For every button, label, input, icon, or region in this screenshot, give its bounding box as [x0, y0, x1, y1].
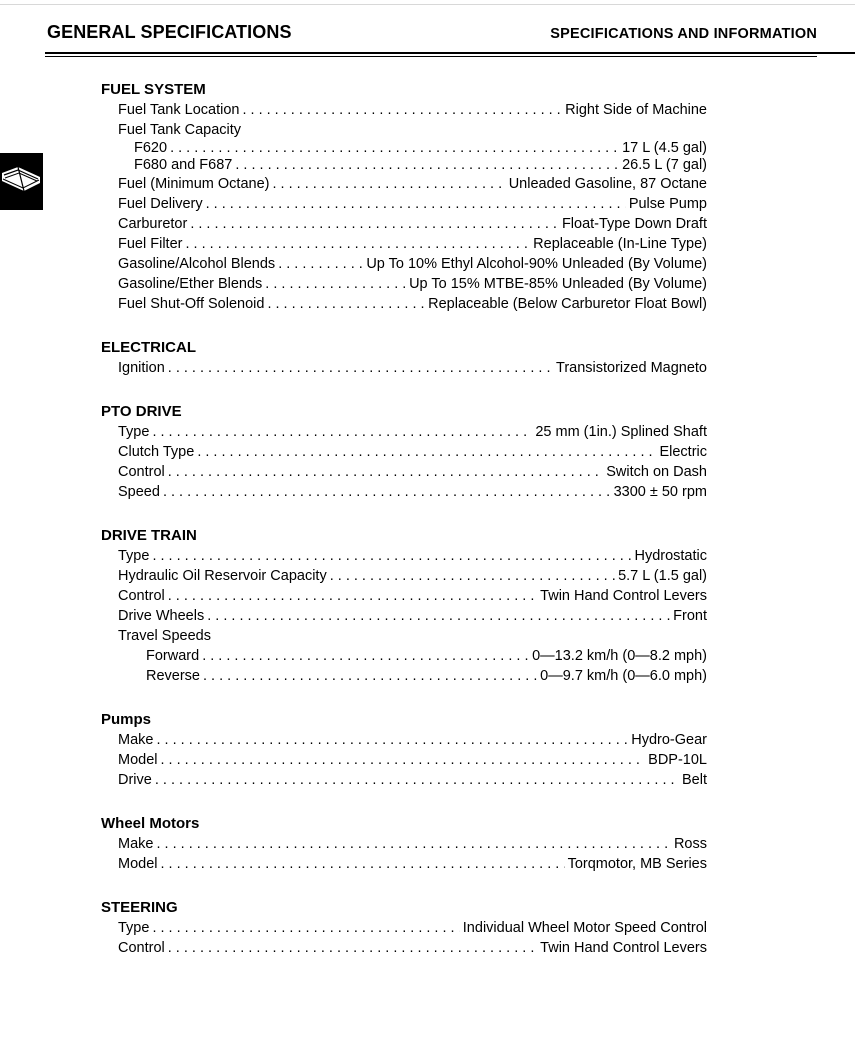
electrical-section	[101, 338, 707, 378]
spec-row	[101, 358, 707, 378]
spec-label: Gasoline/Ether Blends	[118, 276, 263, 292]
spec-label: Model	[118, 752, 158, 768]
spec-label: F680 and F687	[134, 157, 233, 173]
spec-value: Replaceable (Below Carburetor Float Bowl)	[428, 296, 707, 312]
pto-drive-section	[101, 402, 707, 502]
spec-value: Twin Hand Control Levers	[540, 588, 707, 604]
header-rule	[45, 52, 855, 54]
leader-dots	[168, 358, 553, 378]
spec-row	[101, 214, 707, 234]
section-title: Pumps	[101, 711, 152, 728]
spec-row	[101, 854, 707, 874]
leader-dots	[152, 918, 459, 938]
leader-dots	[161, 750, 646, 770]
book-icon	[0, 153, 43, 210]
leader-dots	[330, 566, 615, 586]
section-title: DRIVE TRAIN	[101, 527, 197, 544]
leader-dots	[168, 586, 537, 606]
spec-value: Up To 10% Ethyl Alcohol-90% Unleaded (By Volume)	[366, 256, 707, 272]
leader-dots	[168, 938, 537, 958]
section-tab	[0, 153, 43, 210]
leader-dots	[235, 157, 619, 174]
spec-label: Drive Wheels	[118, 608, 205, 624]
spec-value: 5.7 L (1.5 gal)	[618, 568, 707, 584]
spec-row	[101, 646, 707, 666]
section-title: PTO DRIVE	[101, 403, 182, 420]
spec-value: BDP-10L	[648, 752, 707, 768]
spec-label: Carburetor	[118, 216, 188, 232]
section-title: STEERING	[101, 899, 178, 916]
spec-row	[101, 174, 707, 194]
spec-value: 25 mm (1in.) Splined Shaft	[535, 424, 707, 440]
spec-value: Electric	[659, 444, 707, 460]
spec-label: Gasoline/Alcohol Blends	[118, 256, 276, 272]
spec-value: Replaceable (In-Line Type)	[533, 236, 707, 252]
spec-value: 26.5 L (7 gal)	[622, 157, 707, 173]
leader-dots	[161, 854, 565, 874]
spec-row	[101, 586, 707, 606]
spec-value: Hydro-Gear	[631, 732, 707, 748]
spec-value: Up To 15% MTBE-85% Unleaded (By Volume)	[409, 276, 707, 292]
spec-value: Right Side of Machine	[565, 102, 707, 118]
spec-row	[101, 422, 707, 442]
spec-label: Hydraulic Oil Reservoir Capacity	[118, 568, 327, 584]
spec-label: Control	[118, 588, 165, 604]
spec-label: Fuel Delivery	[118, 196, 203, 212]
spec-value: 3300 ± 50 rpm	[613, 484, 707, 500]
spec-row	[101, 442, 707, 462]
spec-label: F620	[134, 140, 168, 156]
leader-dots	[242, 100, 562, 120]
spec-value: Float-Type Down Draft	[561, 216, 707, 232]
spec-row	[101, 462, 707, 482]
spec-label: Make	[118, 836, 154, 852]
spec-row	[101, 254, 707, 274]
spec-row	[101, 938, 707, 958]
spec-label: Type	[118, 424, 150, 440]
spec-value: Torqmotor, MB Series	[567, 856, 707, 872]
spec-row	[101, 666, 707, 686]
spec-row	[101, 834, 707, 854]
spec-label: Ignition	[118, 360, 165, 376]
leader-dots	[170, 140, 619, 157]
leader-dots	[203, 666, 537, 686]
page-header	[47, 22, 817, 46]
spec-label: Type	[118, 548, 150, 564]
spec-row	[101, 274, 707, 294]
spec-label: Drive	[118, 772, 152, 788]
leader-dots	[155, 770, 679, 790]
spec-value: 0—13.2 km/h (0—8.2 mph)	[532, 648, 707, 664]
spec-label: Fuel (Minimum Octane)	[118, 176, 270, 192]
spec-value: Switch on Dash	[606, 464, 707, 480]
leader-dots	[278, 254, 363, 274]
spec-row	[101, 194, 707, 214]
leader-dots	[197, 442, 656, 462]
section-title: FUEL SYSTEM	[101, 81, 206, 98]
spec-row	[101, 546, 707, 566]
spec-value: 17 L (4.5 gal)	[622, 140, 707, 156]
spec-subheading: Fuel Tank Capacity	[118, 122, 242, 138]
spec-row	[101, 140, 707, 157]
spec-row	[101, 750, 707, 770]
section-title: Wheel Motors	[101, 815, 200, 832]
top-border	[0, 4, 855, 5]
spec-value: Ross	[673, 836, 707, 852]
spec-label: Model	[118, 856, 158, 872]
spec-label: Fuel Tank Location	[118, 102, 240, 118]
leader-dots	[152, 422, 532, 442]
spec-value: 0—9.7 km/h (0—6.0 mph)	[540, 668, 707, 684]
chapter-title: SPECIFICATIONS AND INFORMATION	[550, 26, 817, 42]
spec-value: Transistorized Magneto	[556, 360, 707, 376]
spec-subheading: Travel Speeds	[118, 628, 211, 644]
spec-value: Front	[673, 608, 707, 624]
spec-value: Twin Hand Control Levers	[540, 940, 707, 956]
spec-label: Fuel Filter	[118, 236, 183, 252]
spec-label: Type	[118, 920, 150, 936]
steering-section	[101, 898, 707, 958]
leader-dots	[272, 174, 505, 194]
leader-dots	[152, 546, 631, 566]
spec-value: Unleaded Gasoline, 87 Octane	[508, 176, 707, 192]
leader-dots	[156, 834, 670, 854]
leader-dots	[190, 214, 559, 234]
spec-label: Make	[118, 732, 154, 748]
spec-label: Control	[118, 940, 165, 956]
spec-value: Pulse Pump	[628, 196, 707, 212]
spec-label: Reverse	[146, 668, 200, 684]
spec-value: Individual Wheel Motor Speed Control	[462, 920, 707, 936]
spec-row	[101, 606, 707, 626]
leader-dots	[168, 462, 604, 482]
spec-value: Hydrostatic	[634, 548, 707, 564]
wheel-motors-section	[101, 814, 707, 874]
spec-value: Belt	[682, 772, 707, 788]
spec-label: Speed	[118, 484, 160, 500]
section-title: ELECTRICAL	[101, 339, 196, 356]
fuel-system-section	[101, 80, 707, 314]
leader-dots	[267, 294, 425, 314]
spec-row	[101, 918, 707, 938]
drive-train-section	[101, 526, 707, 686]
header-rule-thin	[45, 56, 817, 57]
spec-label: Fuel Shut-Off Solenoid	[118, 296, 265, 312]
spec-row	[101, 482, 707, 502]
leader-dots	[207, 606, 670, 626]
spec-row	[101, 157, 707, 174]
spec-row	[101, 234, 707, 254]
leader-dots	[265, 274, 406, 294]
spec-row	[101, 294, 707, 314]
leader-dots	[156, 730, 628, 750]
page-title: GENERAL SPECIFICATIONS	[47, 22, 292, 42]
leader-dots	[185, 234, 530, 254]
spec-row	[101, 100, 707, 120]
spec-row	[101, 730, 707, 750]
leader-dots	[206, 194, 626, 214]
leader-dots	[202, 646, 529, 666]
pumps-section	[101, 710, 707, 790]
spec-label: Forward	[146, 648, 200, 664]
leader-dots	[163, 482, 611, 502]
spec-row	[101, 566, 707, 586]
spec-label: Clutch Type	[118, 444, 195, 460]
spec-label: Control	[118, 464, 165, 480]
spec-row	[101, 770, 707, 790]
spec-content	[101, 80, 707, 982]
